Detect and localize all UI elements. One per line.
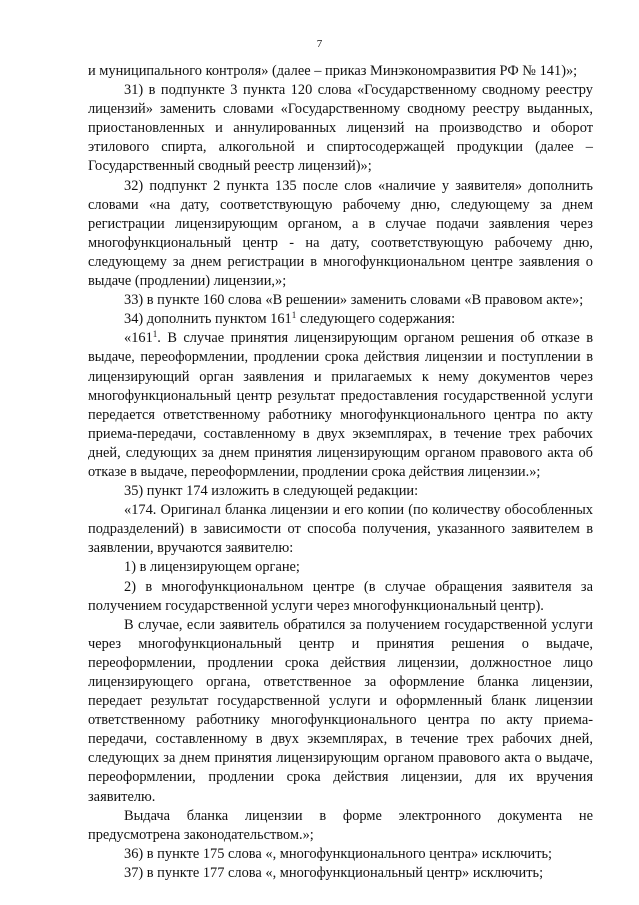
paragraph-item-37: 37) в пункте 177 слова «, многофункциональный центр» исключить; (124, 864, 544, 881)
paragraph-electronic-form: Выдача бланка лицензии в форме электронного документа не предусмотрена законодательством.»; (88, 807, 593, 843)
paragraph-point-161-1 (88, 329, 593, 482)
paragraph-item-34-tail: следующего содержания: (296, 311, 456, 328)
page-number: 7 (316, 38, 323, 50)
point-161-text: . В случае принятия лицензирующим органом решения об отказе в выдаче, переоформлении, продлении срока действия лицензии и поступлении в лицензирующий орган заявления и прилагаемых к нему документов через многофункциональный центр результат предоставления государственной услуги передается ответственному работнику многофункционального центра по акту приема-передачи, составленному в двух экземплярах, в течение трех рабочих дней, следующих за днем принятия лицензирующим органом правового акта об отказе в выдаче, переоформлении, продлении срока действия лицензии.»; (88, 330, 593, 480)
paragraph-item-35: 35) пункт 174 изложить в следующей редакции: (124, 483, 419, 500)
document-body (88, 62, 593, 883)
point-161-number: «161 (124, 330, 153, 347)
paragraph-item-34-text: 34) дополнить пунктом 161 (124, 311, 292, 328)
paragraph-point-174: «174. Оригинал бланка лицензии и его копии (по количеству обособленных подразделений) в зависимости от способа получения, указанного заявителем в заявлении, вручаются заявителю: (88, 502, 593, 557)
paragraph-item-33: 33) в пункте 160 слова «В решении» заменить словами «В правовом акте»; (124, 292, 584, 309)
superscript-mark: 1 (291, 310, 297, 321)
paragraph-mfc-case: В случае, если заявитель обратился за получением государственной услуги через многофункциональный центр и принятия решения о выдаче, переоформлении, продлении срока действия лицензии, должностное лицо лицензирующего органа, ответственное за оформление бланка лицензии, передает результат государственной услуги и оформленный бланк лицензии ответственному работнику многофункционального центра по акту приема-передачи, составленному в двух экземплярах, в течение трех рабочих дней, следующих за днем принятия лицензирующим органом правового акта о выдаче, переоформлении, продлении срока действия лицензии, для их вручения заявителю. (88, 616, 593, 805)
superscript-mark: 1 (152, 329, 158, 340)
paragraph-item-32: 32) подпункт 2 пункта 135 после слов «наличие у заявителя» дополнить словами «на дату, соответствующую рабочему дню, следующему за днем регистрации лицензирующим органом, а в случае подачи заявления через многофункциональный центр - на дату, соответствующую рабочему дню, следующему за днем регистрации в многофункциональном центре заявления о выдаче (продлении) лицензии,»; (88, 177, 593, 290)
paragraph-item-36: 36) в пункте 175 слова «, многофункционального центра» исключить; (124, 845, 553, 862)
paragraph-continuation: и муниципального контроля» (далее – приказ Минэкономразвития РФ № 141)»; (88, 63, 578, 79)
paragraph-item-31: 31) в подпункте 3 пункта 120 слова «Государственному сводному реестру лицензий» заменить словами «Государственному сводному реестру выданных, приостановленных и аннулированных лицензий на производство и оборот этилового спирта, алкогольной и спиртосодержащей продукции (далее – Государственный сводный реестр лицензий)»; (88, 82, 593, 175)
paragraph-subitem-2: 2) в многофункциональном центре (в случае обращения заявителя за получением государственной услуги через многофункциональный центр). (88, 578, 593, 614)
paragraph-subitem-1: 1) в лицензирующем органе; (124, 559, 300, 576)
paragraph-item-34 (88, 310, 593, 329)
